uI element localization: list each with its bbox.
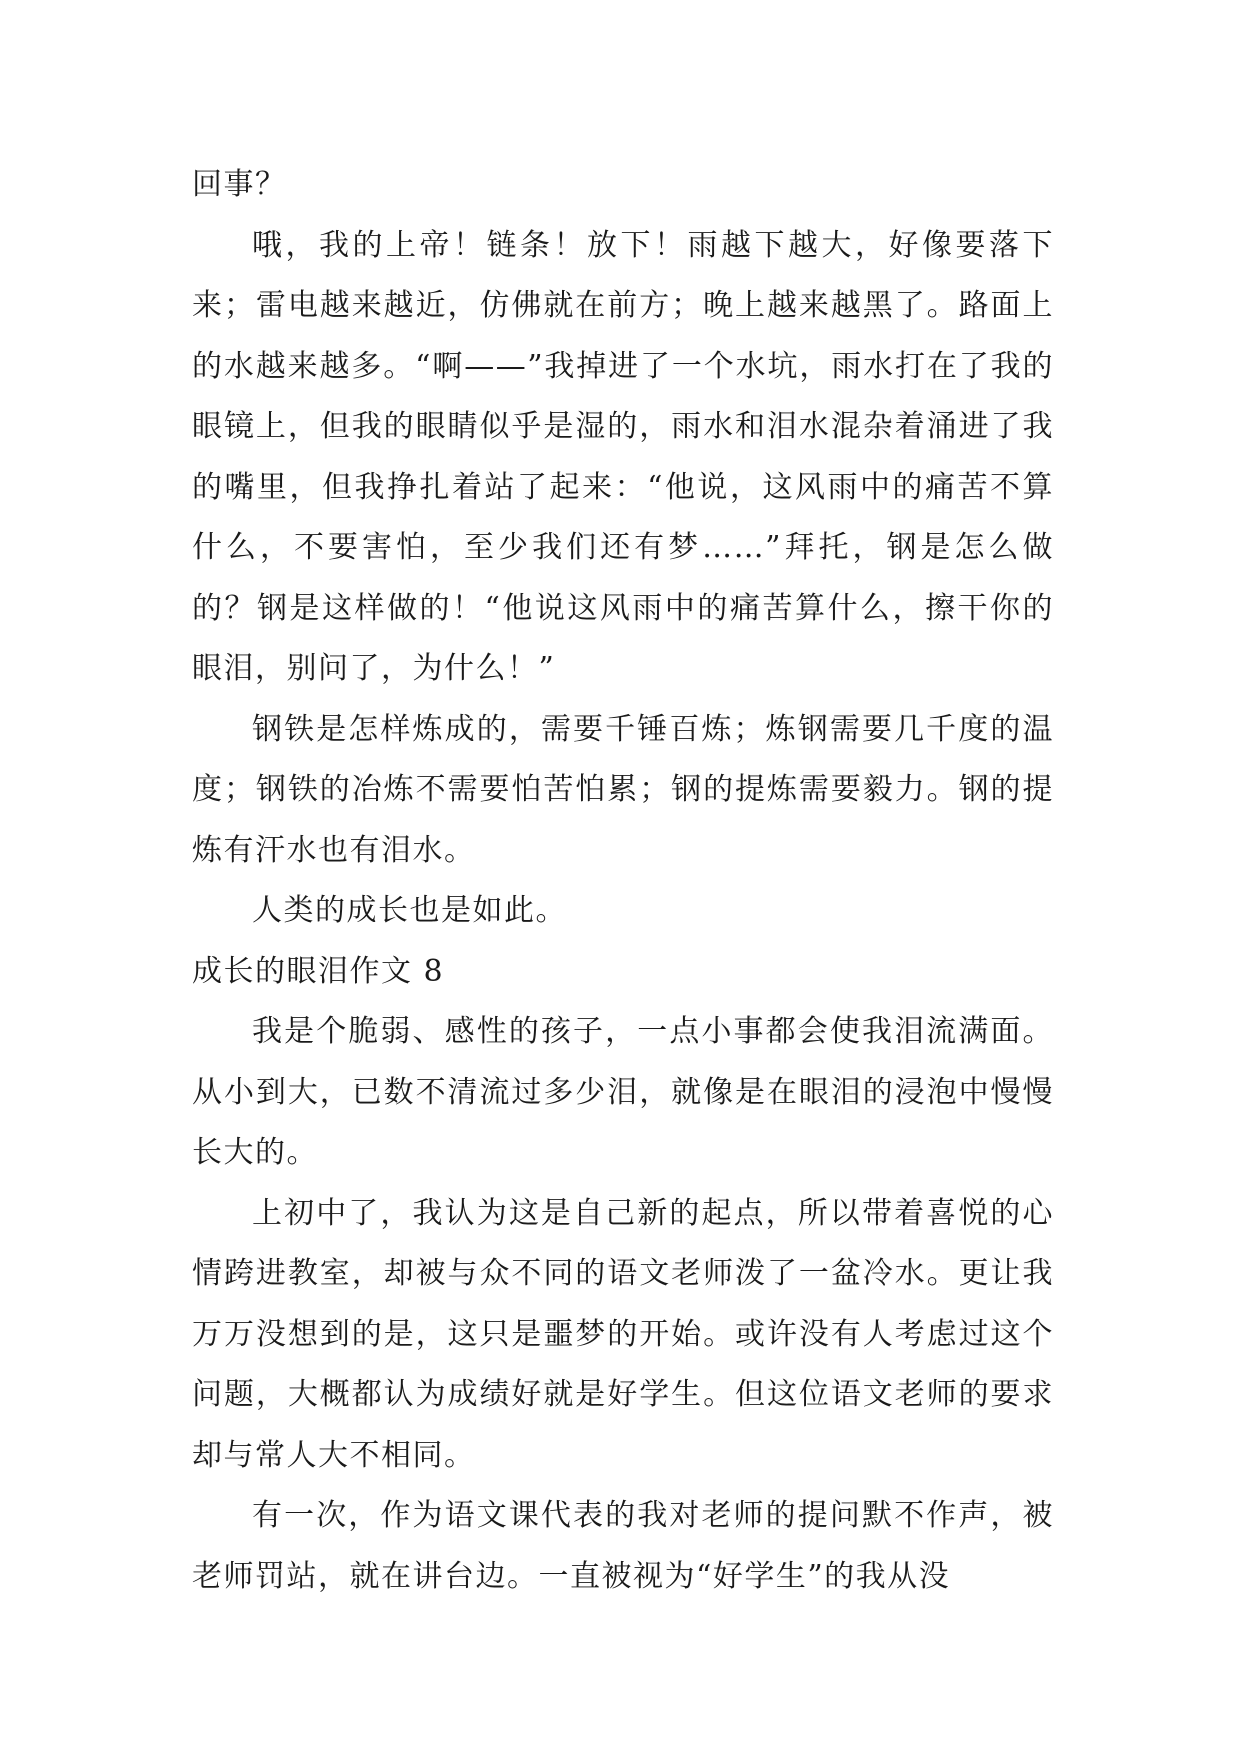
document-body: [192, 155, 1054, 1607]
paragraph-continuation: 回事？: [192, 167, 287, 202]
paragraph-steel-forging: 钢铁是怎样炼成的，需要千锤百炼；炼钢需要几千度的温度；钢铁的冶炼不需要怕苦怕累；钢的提炼需要毅力。钢的提炼有汗水也有泪水。: [192, 711, 1054, 868]
essay-heading: 成长的眼泪作文 8: [192, 953, 445, 989]
paragraph-rain-story: 哦，我的上帝！链条！放下！雨越下越大，好像要落下来；雷电越来越近，仿佛就在前方；晚上越来越黑了。路面上的水越来越多。“啊——”我掉进了一个水坑，雨水打在了我的眼镜上，但我的眼睛似乎是湿的，雨水和泪水混杂着涌进了我的嘴里，但我挣扎着站了起来：“他说，这风雨中的痛苦不算什么，不要害怕，至少我们还有梦……”拜托，钢是怎么做的？钢是这样做的！“他说这风雨中的痛苦算什么，擦干你的眼泪，别问了，为什么！”: [192, 227, 1054, 686]
paragraph-human-growth: 人类的成长也是如此。: [252, 893, 567, 928]
paragraph-junior-high: 上初中了，我认为这是自己新的起点，所以带着喜悦的心情跨进教室，却被与众不同的语文老师泼了一盆冷水。更让我万万没想到的是，这只是噩梦的开始。或许没有人考虑过这个问题，大概都认为成绩好就是好学生。但这位语文老师的要求却与常人大不相同。: [192, 1195, 1054, 1473]
paragraph-sensitive-child: 我是个脆弱、感性的孩子，一点小事都会使我泪流满面。从小到大，已数不清流过多少泪，就像是在眼泪的浸泡中慢慢长大的。: [192, 1014, 1054, 1170]
paragraph-punishment: 有一次，作为语文课代表的我对老师的提问默不作声，被老师罚站，就在讲台边。一直被视为“好学生”的我从没: [192, 1498, 1054, 1594]
